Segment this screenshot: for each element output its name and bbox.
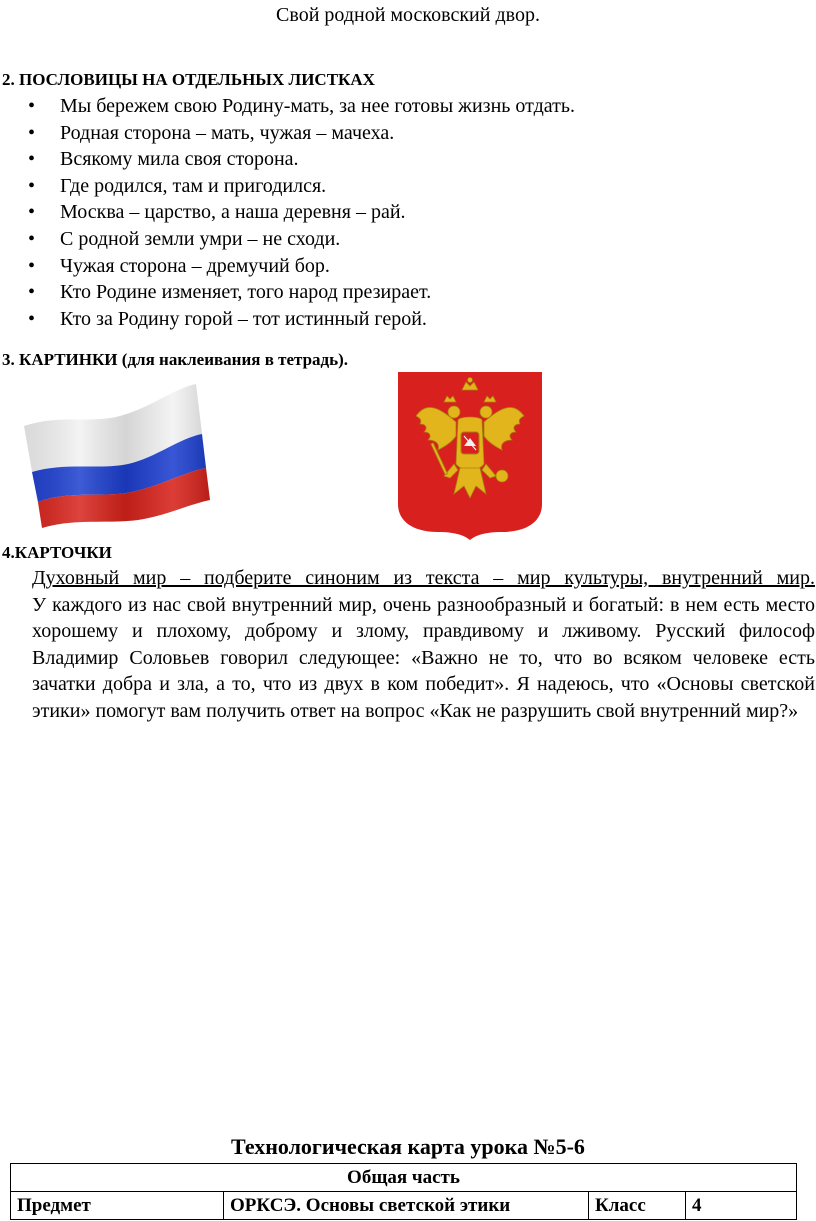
section-4-heading: 4.КАРТОЧКИ	[2, 543, 112, 562]
russian-coat-of-arms-icon	[398, 372, 542, 540]
section-2-heading: 2. ПОСЛОВИЦЫ НА ОТДЕЛЬНЫХ ЛИСТКАХ	[2, 70, 375, 89]
bullet: •	[28, 148, 36, 171]
bullet: •	[28, 307, 36, 330]
subject-label-cell: Предмет	[11, 1192, 224, 1220]
proverb-text: Где родился, там и пригодился.	[60, 174, 327, 197]
proverb-text: Кто за Родину горой – тот истинный герой.	[60, 307, 427, 330]
card-paragraph: У каждого из нас свой внутренний мир, очень разнообразный и богатый: в нем есть место хорошему и плохому, доброму и злому, правдивому и лживому. Русский философ Владимир Соловьев говорил следующее: «Важно не то, что во всяком человеке есть зачатки добра и зла, а то, что из двух в ком победит». Я надеюсь, что «Основы светской этики» помогут вам получить ответ на вопрос «Как не разрушить свой внутренний мир?»	[32, 593, 815, 722]
bullet: •	[28, 227, 36, 250]
general-part-cell: Общая часть	[11, 1164, 797, 1192]
proverb-text: Кто Родине изменяет, того народ презирает.	[60, 281, 432, 304]
table-row	[11, 1192, 797, 1220]
proverb-text: Москва – царство, а наша деревня – рай.	[60, 201, 406, 224]
card-text	[32, 565, 815, 724]
list-item	[28, 146, 575, 173]
table-row	[11, 1164, 797, 1192]
card-first-line: Духовный мир – подберите синоним из текста – мир культуры, внутренний мир.	[32, 567, 815, 589]
list-item	[28, 93, 575, 120]
bullet: •	[28, 201, 36, 224]
proverb-text: С родной земли умри – не сходи.	[60, 227, 341, 250]
list-item	[28, 120, 575, 147]
proverbs-list	[28, 93, 575, 332]
proverb-text: Всякому мила своя сторона.	[60, 148, 299, 171]
list-item	[28, 226, 575, 253]
list-item	[28, 173, 575, 200]
list-item	[28, 199, 575, 226]
proverb-text: Чужая сторона – дремучий бор.	[60, 254, 330, 277]
bullet: •	[28, 254, 36, 277]
bullet: •	[28, 95, 36, 117]
russian-flag-icon	[20, 378, 210, 530]
proverb-text: Родная сторона – мать, чужая – мачеха.	[60, 121, 395, 144]
bullet: •	[28, 281, 36, 304]
list-item	[28, 279, 575, 306]
proverb-text: Мы бережем свою Родину-мать, за нее готовы жизнь отдать.	[60, 95, 576, 117]
subject-value-cell: ОРКСЭ. Основы светской этики	[224, 1192, 589, 1220]
tech-card-table	[10, 1163, 797, 1220]
bullet: •	[28, 174, 36, 197]
list-item	[28, 253, 575, 280]
bullet: •	[28, 121, 36, 144]
section-3-heading: 3. КАРТИНКИ (для наклеивания в тетрадь).	[2, 350, 349, 369]
class-label-cell: Класс	[589, 1192, 686, 1220]
tech-card-title: Технологическая карта урока №5-6	[231, 1134, 585, 1159]
class-value-cell: 4	[686, 1192, 797, 1220]
top-text: Свой родной московский двор.	[276, 4, 540, 26]
list-item	[28, 306, 575, 333]
